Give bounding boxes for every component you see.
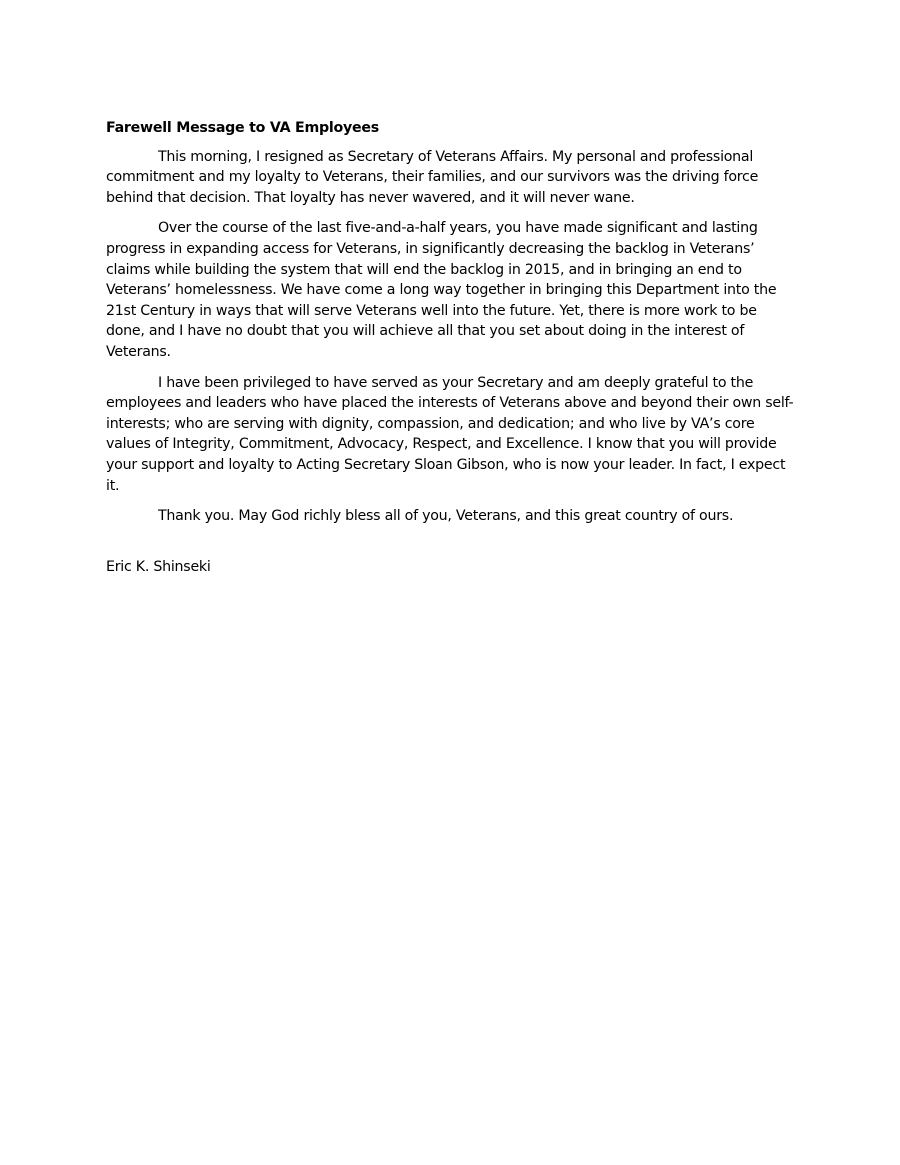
paragraph-closing: Thank you. May God richly bless all of you, Veterans, and this great country of ours. xyxy=(158,508,734,525)
paragraph-resignation: This morning, I resigned as Secretary of Veterans Affairs. My personal and professional commitment and my loyalty to Veterans, their families, and our survivors was the driving force behind that decision. That loyalty has never wavered, and it will never wane. xyxy=(106,148,759,206)
signature: Eric K. Shinseki xyxy=(106,558,211,575)
paragraph-progress: Over the course of the last five-and-a-half years, you have made significant and lasting progress in expanding access for Veterans, in significantly decreasing the backlog in Veterans’ claims while building the system that will end the backlog in 2015, and in bringing an end to Veterans’ homelessness. We have come a long way together in bringing this Department into the 21st Century in ways that will serve Veterans well into the future. Yet, there is more work to be done, and I have no doubt that you will achieve all that you set about doing in the interest of Veterans. xyxy=(106,220,777,360)
document-title: Farewell Message to VA Employees xyxy=(106,120,379,136)
document-body xyxy=(106,118,796,591)
paragraph-gratitude: I have been privileged to have served as your Secretary and am deeply grateful to the employees and leaders who have placed the interests of Veterans above and beyond their own self-interests; who are serving with dignity, compassion, and dedication; and who live by VA’s core values of Integrity, Commitment, Advocacy, Respect, and Excellence. I know that you will provide your support and loyalty to Acting Secretary Sloan Gibson, who is now your leader. In fact, I expect it. xyxy=(106,374,794,494)
